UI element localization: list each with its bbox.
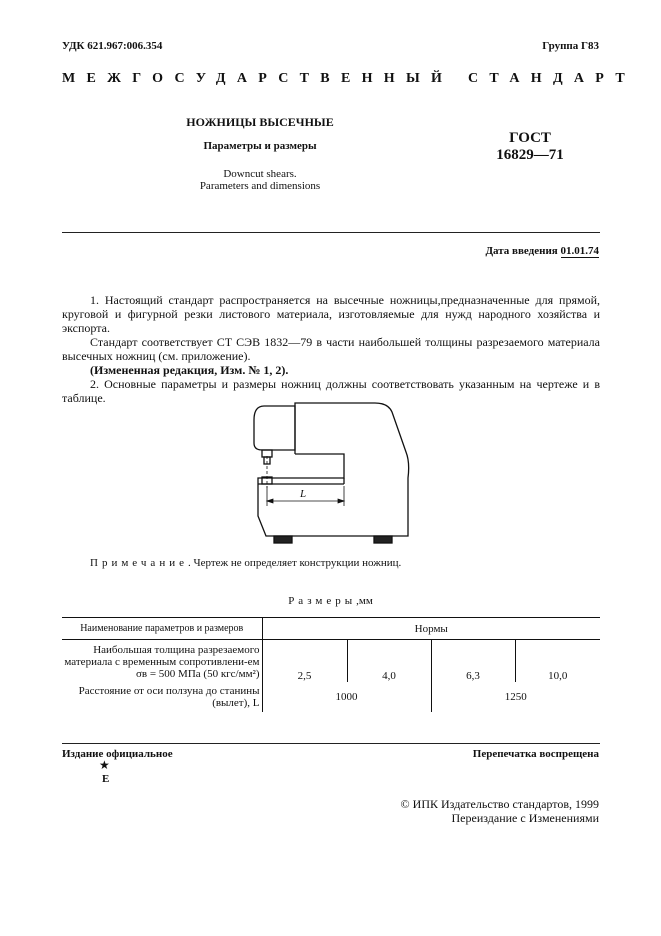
table-caption — [0, 595, 661, 607]
row1-label: Наибольшая толщина разрезаемого материала с временным сопротивлени-ем σв = 500 МПа (50 кгс/мм²) — [62, 640, 262, 682]
drawing-note — [90, 557, 401, 569]
table-caption-unit: ,мм — [356, 595, 373, 607]
standard-banner: МЕЖГОСУДАРСТВЕННЫЙ СТАНДАРТ — [62, 71, 636, 86]
doc-title-en: Downcut shears. — [223, 168, 297, 180]
body-text — [62, 293, 600, 405]
reissue-note: Переиздание с Изменениями — [451, 811, 599, 825]
note-text: . Чертеж не определяет конструкции ножниц. — [187, 557, 402, 569]
table-caption-title: Размеры — [288, 595, 357, 607]
row1-value: 6,3 — [431, 640, 515, 682]
reprint-prohibited: Перепечатка воспрещена — [472, 748, 599, 760]
edition-mark: E — [102, 773, 110, 785]
intro-date — [485, 245, 599, 257]
table-row — [62, 640, 600, 682]
group-code: Группа Г83 — [542, 40, 599, 52]
paragraph-1: 1. Настоящий стандарт распространяется на высечные ножницы,предназначенные для прямой, круговой и фигурной резки листового материала, изготовляемые для нужд народного хозяйства и экспорта. — [62, 293, 600, 335]
row1-value: 2,5 — [262, 640, 347, 682]
footer-divider — [62, 743, 600, 744]
row2-value: 1000 — [262, 682, 431, 712]
paragraph-3: 2. Основные параметры и размеры ножниц должны соответствовать указанным на чертеже и в таблице. — [62, 377, 600, 405]
table-header-row — [62, 618, 600, 640]
copyright: © ИПК Издательство стандартов, 1999 — [400, 797, 599, 811]
gost-label: ГОСТ — [509, 130, 551, 146]
header-param: Наименование параметров и размеров — [62, 618, 262, 640]
doc-title: НОЖНИЦЫ ВЫСЕЧНЫЕ — [186, 115, 334, 129]
udk-code: УДК 621.967:006.354 — [62, 40, 163, 52]
intro-date-value: 01.01.74 — [560, 245, 599, 257]
title-divider — [62, 232, 600, 233]
dimensions-table — [62, 617, 600, 712]
shears-drawing — [240, 398, 420, 548]
doc-subtitle-en: Parameters and dimensions — [199, 180, 321, 192]
table-row — [62, 682, 600, 712]
note-label: Примечание — [90, 557, 188, 569]
official-edition: Издание официальное — [62, 748, 173, 760]
row1-value: 10,0 — [548, 669, 568, 682]
header-norms: Нормы — [414, 622, 448, 635]
doc-subtitle: Параметры и размеры — [203, 140, 317, 152]
intro-date-label: Дата введения — [485, 245, 558, 257]
row1-value: 4,0 — [347, 640, 431, 682]
row2-value: 1250 — [504, 690, 527, 703]
amendment-note: (Измененная редакция, Изм. № 1, 2). — [90, 363, 289, 377]
paragraph-2: Стандарт соответствует СТ СЭВ 1832—79 в части наибольшей толщины разрезаемого материала высечных ножниц (см. приложение). — [62, 335, 600, 363]
gost-number: 16829—71 — [496, 147, 564, 163]
star-icon: ★ — [99, 758, 110, 772]
dimension-l-label: L — [300, 488, 307, 500]
row2-label: Расстояние от оси ползуна до станины (вылет), L — [62, 682, 262, 712]
